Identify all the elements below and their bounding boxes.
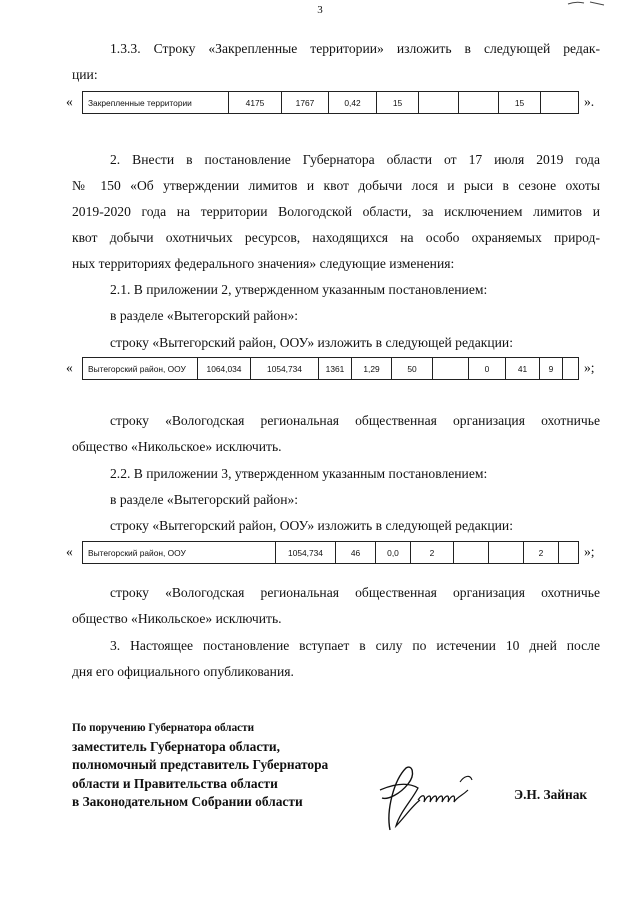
table-vytegra-appendix3	[82, 541, 579, 564]
signature-line-3: полномочный представитель Губернатора	[72, 757, 329, 772]
table-cell: 0	[469, 358, 506, 380]
section-21-exclude-line1: строку «Вологодская региональная общественная организация охотничье	[110, 413, 600, 428]
table-cell	[459, 92, 499, 114]
table-cell	[541, 92, 579, 114]
section-3-line1: 3. Настоящее постановление вступает в силу по истечении 10 дней после	[110, 638, 600, 653]
section-21-region: в разделе «Вытегорский район»:	[110, 308, 299, 323]
signature-line-4: области и Правительства области	[72, 775, 278, 791]
section-2-line3: 2019-2020 года на территории Вологодской области, за исключением лимитов и	[72, 204, 600, 219]
table-cell: 15	[377, 92, 419, 114]
table-cell: 41	[506, 358, 540, 380]
table-cell: 1064,034	[198, 358, 251, 380]
close-quote: ».	[584, 94, 595, 109]
section-21-heading: 2.1. В приложении 2, утвержденном указанным постановлением:	[110, 282, 488, 297]
open-quote: «	[66, 360, 73, 375]
section-133-line2: ции:	[72, 67, 98, 82]
table-cell: 1361	[319, 358, 352, 380]
open-quote: «	[66, 94, 73, 109]
table-row	[83, 542, 579, 564]
table-cell: 46	[336, 542, 376, 564]
signature-line-1: По поручению Губернатора области	[72, 722, 255, 734]
table-cell	[454, 542, 489, 564]
table-cell: 1767	[282, 92, 329, 114]
section-21-exclude-line2: общество «Никольское» исключить.	[72, 439, 282, 454]
table-cell: 9	[540, 358, 563, 380]
signature-block	[72, 719, 328, 812]
table-cell: 4175	[229, 92, 282, 114]
table-cell: 15	[499, 92, 541, 114]
table-vytegra-appendix2	[82, 357, 579, 380]
signature-line-5: в Законодательном Собрании области	[72, 794, 303, 809]
table-cell	[559, 542, 579, 564]
section-3-line2: дня его официального опубликования.	[72, 664, 294, 679]
section-22-row-instruction: строку «Вытегорский район, ООУ» изложить в следующей редакции:	[110, 518, 513, 533]
table-territories	[82, 91, 579, 114]
table-cell: 1,29	[352, 358, 392, 380]
section-133-line1: 1.3.3. Строку «Закрепленные территории» изложить в следующей редак-	[110, 41, 600, 56]
handwritten-signature-icon	[360, 760, 490, 840]
table-cell: 50	[392, 358, 433, 380]
page-number: 3	[317, 4, 323, 16]
section-2-line2: № 150 «Об утверждении лимитов и квот добычи лося и рыси в сезоне охоты	[72, 178, 600, 193]
section-22-exclude-line2: общество «Никольское» исключить.	[72, 611, 282, 626]
table-cell	[433, 358, 469, 380]
section-2-line5: ных территориях федерального значения» следующие изменения:	[72, 256, 455, 271]
table-row	[83, 92, 579, 114]
table-cell: 1054,734	[276, 542, 336, 564]
section-22-heading: 2.2. В приложении 3, утвержденном указанным постановлением:	[110, 466, 488, 481]
table-cell	[563, 358, 579, 380]
close-quote: »;	[584, 360, 595, 375]
table-cell: 1054,734	[251, 358, 319, 380]
table-cell: 2	[524, 542, 559, 564]
table-cell	[489, 542, 524, 564]
section-22-exclude-line1: строку «Вологодская региональная общественная организация охотничье	[110, 585, 600, 600]
table-cell: 2	[411, 542, 454, 564]
table-cell: 0,0	[376, 542, 411, 564]
signatory-name: Э.Н. Зайнак	[514, 787, 588, 802]
section-2-line1: 2. Внести в постановление Губернатора области от 17 июля 2019 года	[110, 152, 600, 167]
signature-line-2: заместитель Губернатора области,	[72, 738, 280, 754]
section-21-row-instruction: строку «Вытегорский район, ООУ» изложить в следующей редакции:	[110, 335, 513, 350]
close-quote: »;	[584, 544, 595, 559]
section-2-line4: квот добычи охотничьих ресурсов, находящихся на особо охраняемых природ-	[72, 230, 600, 245]
table-row	[83, 358, 579, 380]
table-cell	[419, 92, 459, 114]
open-quote: «	[66, 544, 73, 559]
table-cell-name: Вытегорский район, ООУ	[83, 542, 276, 564]
table-cell-name: Вытегорский район, ООУ	[83, 358, 198, 380]
table-cell: 0,42	[329, 92, 377, 114]
table-cell-name: Закрепленные территории	[83, 92, 229, 114]
section-22-region: в разделе «Вытегорский район»:	[110, 492, 299, 507]
